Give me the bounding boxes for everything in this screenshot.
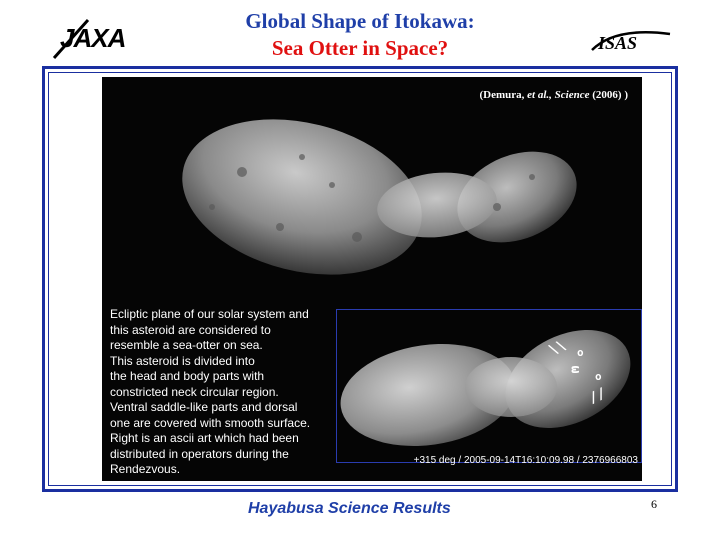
caption-line: one are covered with smooth surface. xyxy=(110,415,311,430)
citation-prefix: (Demura, xyxy=(479,89,528,101)
caption-line: distributed in operators during the xyxy=(110,446,289,461)
citation-suffix: (2006) ) xyxy=(589,89,628,101)
inset-timestamp: +315 deg / 2005-09-14T16:10:09.98 / 2376966803 xyxy=(413,455,638,466)
svg-text:ISAS: ISAS xyxy=(598,33,638,53)
page-number: 6 xyxy=(651,497,657,511)
ascii-eye-bottom: o xyxy=(595,370,602,383)
caption-line: This asteroid is divided into xyxy=(110,353,255,368)
citation xyxy=(480,89,628,101)
title-line-1: Global Shape of Itokawa: xyxy=(245,9,475,33)
caption-line: Ventral saddle-like parts and dorsal xyxy=(110,400,298,414)
citation-journal: et al., Science xyxy=(527,89,590,101)
caption-line: this asteroid are considered to xyxy=(110,322,271,337)
slide-title xyxy=(170,8,550,62)
caption-line: resemble a sea-otter on sea. xyxy=(110,338,263,352)
caption-line: Rendezvous. xyxy=(110,462,181,476)
ascii-nose: ω xyxy=(567,365,583,374)
footer-title: Hayabusa Science Results xyxy=(248,500,451,517)
inset-image-frame xyxy=(336,309,642,463)
caption-line: constricted neck circular region. xyxy=(110,384,279,399)
jaxa-logo xyxy=(44,14,136,62)
itokawa-photo xyxy=(102,77,642,481)
caption-line: Right is an ascii art which had been xyxy=(110,431,299,445)
ascii-whiskers-bottom: // xyxy=(586,385,609,407)
title-line-2: Sea Otter in Space? xyxy=(271,36,449,60)
caption-line: Ecliptic plane of our solar system and xyxy=(110,307,309,321)
ascii-whiskers-top: \\ xyxy=(546,337,569,359)
ascii-eye-top: o xyxy=(577,346,584,359)
svg-text:JAXA: JAXA xyxy=(60,23,126,53)
caption-text xyxy=(110,307,360,478)
caption-line: the head and body parts with xyxy=(110,369,265,383)
isas-logo xyxy=(590,28,672,54)
